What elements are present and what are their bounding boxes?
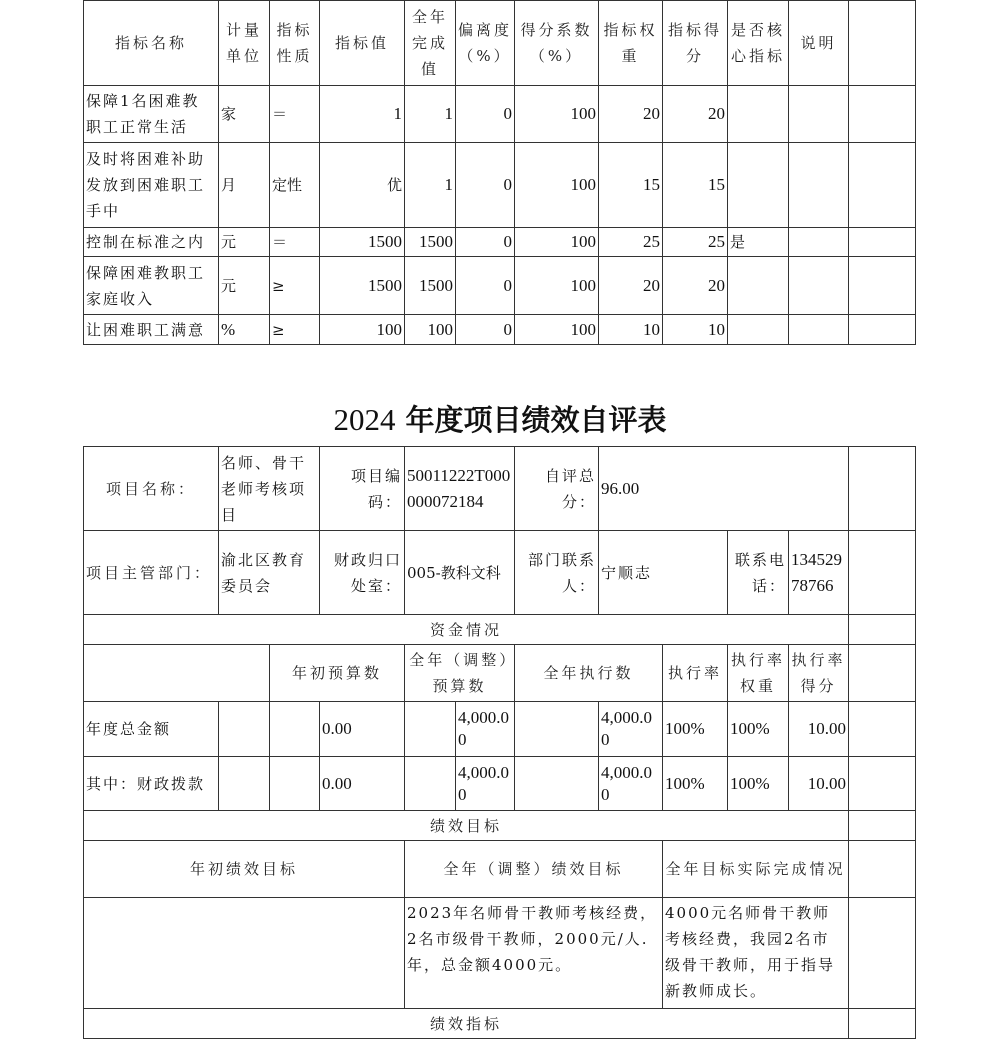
- indicator-name: 及时将困难补助发放到困难职工手中: [84, 143, 219, 228]
- funds-executed: 4,000.00: [599, 702, 663, 757]
- indicator-deviation: 0: [456, 86, 515, 143]
- header-initial-budget: 年初预算数: [270, 645, 405, 702]
- indicator-note: [789, 228, 849, 257]
- indicator-name: 保障困难教职工家庭收入: [84, 257, 219, 315]
- funds-row-label: 其中：财政拨款: [84, 757, 219, 811]
- header-rate-weight: 执行率权重: [728, 645, 789, 702]
- header-blank: [849, 1, 916, 86]
- indicator-note: [789, 257, 849, 315]
- indicator-deviation: 0: [456, 228, 515, 257]
- blank-cell: [849, 898, 916, 1009]
- indicator-actual: 1: [405, 86, 456, 143]
- blank-cell: [219, 757, 270, 811]
- blank-cell: [405, 702, 456, 757]
- header-nature: 指标性质: [270, 1, 320, 86]
- indicator-core: [728, 315, 789, 345]
- indicator-target: 1500: [320, 257, 405, 315]
- blank-cell: [849, 447, 916, 531]
- indicator-name: 保障1名困难教职工正常生活: [84, 86, 219, 143]
- indicator-row: [84, 315, 916, 345]
- indicator-unit: 元: [219, 257, 270, 315]
- header-weight: 指标权重: [599, 1, 663, 86]
- indicator-blank: [849, 315, 916, 345]
- header-actual: 全年完成值: [405, 1, 456, 86]
- indicator-row: [84, 257, 916, 315]
- indicator-actual: 100: [405, 315, 456, 345]
- goals-content-row: [84, 898, 916, 1009]
- adjusted-goal-header: 全年（调整）绩效目标: [405, 841, 663, 898]
- actual-completion-header: 全年目标实际完成情况: [663, 841, 849, 898]
- funds-row-label: 年度总金额: [84, 702, 219, 757]
- indicator-coef: 100: [515, 143, 599, 228]
- actual-completion-value: 4000元名师骨干教师考核经费，我园2名市级骨干教师，用于指导新教师成长。: [663, 898, 849, 1009]
- indicator-score: 15: [663, 143, 728, 228]
- indicator-actual: 1: [405, 143, 456, 228]
- blank-cell: [270, 757, 320, 811]
- finance-office-label: 财政归口处室：: [320, 531, 405, 615]
- header-score: 指标得分: [663, 1, 728, 86]
- header-unit: 计量单位: [219, 1, 270, 86]
- indicator-blank: [849, 86, 916, 143]
- indicator-nature: ＝: [270, 228, 320, 257]
- phone-value: 13452978766: [789, 531, 849, 615]
- header-coef: 得分系数（%）: [515, 1, 599, 86]
- header-adjusted-budget: 全年（调整）预算数: [405, 645, 515, 702]
- indicator-weight: 10: [599, 315, 663, 345]
- funds-weight: 100%: [728, 702, 789, 757]
- initial-goal-header: 年初绩效目标: [84, 841, 405, 898]
- project-name-label: 项目名称：: [84, 447, 219, 531]
- finance-office-value: 005-教科文科: [405, 531, 515, 615]
- indicator-nature: 定性: [270, 143, 320, 228]
- indicator-target: 100: [320, 315, 405, 345]
- indicator-deviation: 0: [456, 257, 515, 315]
- title-text: 年度项目绩效自评表: [405, 403, 667, 437]
- header-target: 指标值: [320, 1, 405, 86]
- blank-cell: [270, 702, 320, 757]
- header-core: 是否核心指标: [728, 1, 789, 86]
- department-row: [84, 531, 916, 615]
- blank-cell: [849, 811, 916, 841]
- funds-initial: 0.00: [320, 702, 405, 757]
- indicator-actual: 1500: [405, 257, 456, 315]
- header-exec-rate: 执行率: [663, 645, 728, 702]
- header-rate-score: 执行率得分: [789, 645, 849, 702]
- indicator-unit: 元: [219, 228, 270, 257]
- blank-cell: [219, 702, 270, 757]
- initial-goal-value: [84, 898, 405, 1009]
- funds-row: [84, 702, 916, 757]
- indicators-section-row: [84, 1009, 916, 1039]
- blank-cell: [849, 615, 916, 645]
- project-code-label: 项目编码：: [320, 447, 405, 531]
- funds-row: [84, 757, 916, 811]
- indicator-core: [728, 86, 789, 143]
- indicator-row: [84, 143, 916, 228]
- funds-adjusted: 4,000.00: [456, 757, 515, 811]
- indicator-blank: [849, 228, 916, 257]
- indicator-core: [728, 257, 789, 315]
- goals-section-label: 绩效目标: [84, 811, 849, 841]
- self-score-label: 自评总分：: [515, 447, 599, 531]
- indicator-note: [789, 143, 849, 228]
- indicator-table: [83, 0, 916, 345]
- funds-section-label: 资金情况: [84, 615, 849, 645]
- header-executed: 全年执行数: [515, 645, 663, 702]
- indicator-score: 20: [663, 257, 728, 315]
- funds-executed: 4,000.00: [599, 757, 663, 811]
- funds-weight: 100%: [728, 757, 789, 811]
- header-indicator-name: 指标名称: [84, 1, 219, 86]
- blank-cell: [849, 702, 916, 757]
- indicator-core: [728, 143, 789, 228]
- project-name-value: 名师、骨干老师考核项目: [219, 447, 320, 531]
- funds-rate: 100%: [663, 757, 728, 811]
- blank-cell: [849, 757, 916, 811]
- indicator-deviation: 0: [456, 143, 515, 228]
- blank-cell: [849, 1009, 916, 1039]
- blank-cell: [849, 841, 916, 898]
- indicator-nature: ≥: [270, 315, 320, 345]
- blank-cell: [405, 757, 456, 811]
- indicator-deviation: 0: [456, 315, 515, 345]
- funds-score: 10.00: [789, 757, 849, 811]
- goals-section-row: [84, 811, 916, 841]
- funds-header-blank: [84, 645, 270, 702]
- indicator-unit: 家: [219, 86, 270, 143]
- indicators-section-label: 绩效指标: [84, 1009, 849, 1039]
- indicator-core: 是: [728, 228, 789, 257]
- header-note: 说明: [789, 1, 849, 86]
- indicator-coef: 100: [515, 86, 599, 143]
- indicator-coef: 100: [515, 257, 599, 315]
- page-title: [0, 398, 1000, 439]
- funds-initial: 0.00: [320, 757, 405, 811]
- indicator-nature: ＝: [270, 86, 320, 143]
- indicator-blank: [849, 143, 916, 228]
- goals-header-row: [84, 841, 916, 898]
- indicator-unit: %: [219, 315, 270, 345]
- indicator-coef: 100: [515, 315, 599, 345]
- phone-label: 联系电话：: [728, 531, 789, 615]
- project-code-value: 50011222T000000072184: [405, 447, 515, 531]
- indicator-weight: 20: [599, 86, 663, 143]
- indicator-weight: 15: [599, 143, 663, 228]
- indicator-coef: 100: [515, 228, 599, 257]
- indicator-target: 1: [320, 86, 405, 143]
- indicator-row: [84, 228, 916, 257]
- indicator-weight: 25: [599, 228, 663, 257]
- indicator-note: [789, 315, 849, 345]
- funds-header-row: [84, 645, 916, 702]
- funds-rate: 100%: [663, 702, 728, 757]
- contact-label: 部门联系人：: [515, 531, 599, 615]
- indicator-name: 控制在标准之内: [84, 228, 219, 257]
- project-name-row: [84, 447, 916, 531]
- contact-value: 宁顺志: [599, 531, 728, 615]
- indicator-target: 优: [320, 143, 405, 228]
- department-label: 项目主管部门：: [84, 531, 219, 615]
- indicator-score: 25: [663, 228, 728, 257]
- header-deviation: 偏离度（%）: [456, 1, 515, 86]
- indicator-nature: ≥: [270, 257, 320, 315]
- title-year: 2024: [333, 402, 396, 437]
- indicator-score: 20: [663, 86, 728, 143]
- blank-cell: [849, 645, 916, 702]
- indicator-score: 10: [663, 315, 728, 345]
- blank-cell: [515, 757, 599, 811]
- indicator-note: [789, 86, 849, 143]
- funds-section-row: [84, 615, 916, 645]
- indicator-row: [84, 86, 916, 143]
- indicator-weight: 20: [599, 257, 663, 315]
- indicator-header-row: [84, 1, 916, 86]
- adjusted-goal-value: 2023年名师骨干教师考核经费，2名市级骨干教师，2000元/人.年，总金额4000元。: [405, 898, 663, 1009]
- indicator-unit: 月: [219, 143, 270, 228]
- funds-score: 10.00: [789, 702, 849, 757]
- indicator-name: 让困难职工满意: [84, 315, 219, 345]
- indicator-blank: [849, 257, 916, 315]
- indicator-target: 1500: [320, 228, 405, 257]
- funds-adjusted: 4,000.00: [456, 702, 515, 757]
- self-evaluation-table: [83, 446, 916, 1039]
- self-score-value: 96.00: [599, 447, 849, 531]
- blank-cell: [849, 531, 916, 615]
- blank-cell: [515, 702, 599, 757]
- department-value: 渝北区教育委员会: [219, 531, 320, 615]
- indicator-actual: 1500: [405, 228, 456, 257]
